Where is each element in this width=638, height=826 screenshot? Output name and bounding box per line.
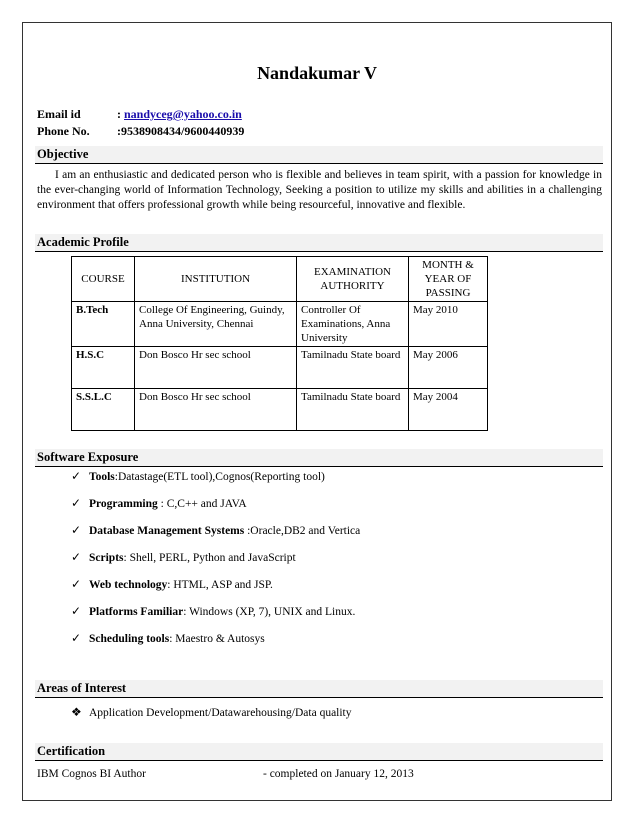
- certification-name: IBM Cognos BI Author: [37, 768, 146, 780]
- skill-label: Platforms Familiar: [89, 606, 184, 618]
- checkmark-icon: ✓: [71, 469, 82, 483]
- skill-label: Database Management Systems: [89, 525, 245, 537]
- objective-heading: Objective: [35, 146, 603, 164]
- authority-cell: Controller Of Examinations, Anna University: [297, 302, 409, 347]
- list-item: [71, 496, 360, 523]
- candidate-name: Nandakumar V: [257, 63, 377, 83]
- header-course: COURSE: [72, 257, 135, 302]
- institution-cell: Don Bosco Hr sec school: [135, 389, 297, 431]
- course-cell: H.S.C: [72, 347, 135, 389]
- passing-cell: May 2004: [409, 389, 488, 431]
- phone-row: [37, 124, 244, 139]
- skill-label: Programming: [89, 498, 158, 510]
- objective-text: I am an enthusiastic and dedicated person who is flexible and believes in team spirit, with a passion for knowledge in the ever-changing world of Information Technology, Seeking a position to utilize my skills and abilities in a challenging environment that offers professional growth while being resourceful, innovative and flexible.: [37, 169, 602, 211]
- list-item: [71, 705, 352, 732]
- list-item: [71, 631, 360, 658]
- academic-heading: Academic Profile: [35, 234, 603, 252]
- resume-page: [22, 22, 612, 801]
- checkmark-icon: ✓: [71, 550, 82, 564]
- table-header-row: [72, 257, 488, 302]
- certification-date: - completed on January 12, 2013: [263, 768, 414, 780]
- table-row: [72, 389, 488, 431]
- header-institution: INSTITUTION: [135, 257, 297, 302]
- header-authority: EXAMINATION AUTHORITY: [297, 257, 409, 302]
- skill-text: : C,C++ and JAVA: [157, 498, 247, 510]
- passing-cell: May 2010: [409, 302, 488, 347]
- list-item: [71, 577, 360, 604]
- certification-heading: Certification: [35, 743, 603, 761]
- checkmark-icon: ✓: [71, 496, 82, 510]
- header-passing: MONTH & YEAR OF PASSING: [409, 257, 488, 302]
- diamond-bullet-icon: ❖: [71, 705, 82, 719]
- software-heading: Software Exposure: [35, 449, 603, 467]
- institution-cell: Don Bosco Hr sec school: [135, 347, 297, 389]
- email-link[interactable]: nandyceg@yahoo.co.in: [124, 107, 242, 121]
- skill-text: : Shell, PERL, Python and JavaScript: [123, 552, 296, 564]
- skill-text: : Maestro & Autosys: [169, 633, 265, 645]
- list-item: [71, 604, 360, 631]
- skill-label: Tools: [89, 471, 115, 483]
- skill-label: Scheduling tools: [89, 633, 170, 645]
- list-item: [71, 550, 360, 577]
- phone-number: :9538908434/9600440939: [117, 124, 245, 138]
- skill-text: : HTML, ASP and JSP.: [167, 579, 273, 591]
- table-row: [72, 347, 488, 389]
- course-cell: B.Tech: [72, 302, 135, 347]
- skill-label: Scripts: [89, 552, 124, 564]
- skill-text: :Datastage(ETL tool),Cognos(Reporting tool): [114, 471, 325, 483]
- email-separator: :: [117, 107, 121, 121]
- academic-table: [71, 256, 488, 431]
- checkmark-icon: ✓: [71, 631, 82, 645]
- skill-label: Web technology: [89, 579, 168, 591]
- checkmark-icon: ✓: [71, 577, 82, 591]
- list-item: [71, 523, 360, 550]
- skill-text: :Oracle,DB2 and Vertica: [244, 525, 361, 537]
- authority-cell: Tamilnadu State board: [297, 389, 409, 431]
- institution-cell: College Of Engineering, Guindy, Anna University, Chennai: [135, 302, 297, 347]
- authority-cell: Tamilnadu State board: [297, 347, 409, 389]
- table-row: [72, 302, 488, 347]
- email-label: Email id: [37, 107, 81, 121]
- checkmark-icon: ✓: [71, 523, 82, 537]
- passing-cell: May 2006: [409, 347, 488, 389]
- email-row: [37, 107, 242, 122]
- course-cell: S.S.L.C: [72, 389, 135, 431]
- interest-heading: Areas of Interest: [35, 680, 603, 698]
- list-item: [71, 469, 360, 496]
- interest-text: Application Development/Datawarehousing/Data quality: [89, 707, 352, 719]
- checkmark-icon: ✓: [71, 604, 82, 618]
- interest-list: [71, 705, 352, 732]
- phone-label: Phone No.: [37, 124, 90, 138]
- software-list: [71, 469, 360, 658]
- skill-text: : Windows (XP, 7), UNIX and Linux.: [183, 606, 356, 618]
